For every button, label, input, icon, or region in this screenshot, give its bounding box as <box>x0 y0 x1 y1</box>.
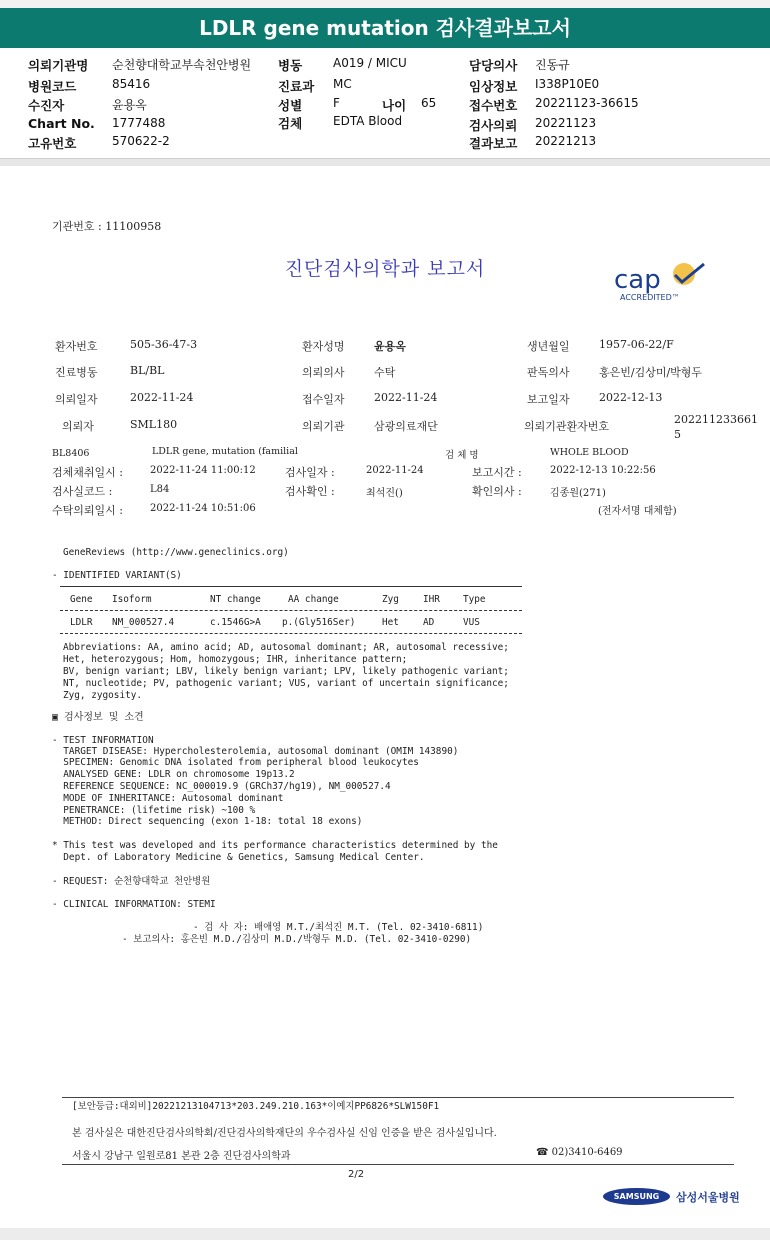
patient-label: 수진자 <box>28 98 65 113</box>
cap-text: cap <box>614 265 661 295</box>
patient-no-value: 505-36-47-3 <box>130 338 198 351</box>
table-top-rule <box>60 586 522 587</box>
requester-value: SML180 <box>130 418 178 431</box>
doctor-value: 진동규 <box>535 58 570 72</box>
lab-address: 서울시 강남구 일원로81 본관 2층 진단검사의학과 <box>72 1151 291 1162</box>
receipt-date-value: 2022-11-24 <box>374 391 438 404</box>
request-date-value: 2022-11-24 <box>130 391 194 404</box>
reporting-doctor-line: - 보고의사: 홍은빈 M.D./김상미 M.D./박형두 M.D. (Tel. 02-3410-0290) <box>122 934 472 945</box>
lab-code-value: L84 <box>150 484 170 495</box>
cap-subtext: ACCREDITED™ <box>620 293 680 302</box>
table-header-aa-change: AA change <box>288 594 339 605</box>
cell-zyg: Het <box>382 617 399 628</box>
page-number: 2/2 <box>348 1169 365 1180</box>
test-info-line: ANALYSED GENE: LDLR on chromosome 19p13.2 <box>52 769 295 780</box>
page-bottom-strip <box>0 1228 770 1240</box>
doctor-label: 담당의사 <box>469 58 518 73</box>
receipt-date-label: 접수일자 <box>302 393 345 406</box>
collection-datetime-value: 2022-11-24 11:00:12 <box>150 465 256 476</box>
table-header-gene: Gene <box>70 594 93 605</box>
test-info-line: TARGET DISEASE: Hypercholesterolemia, autosomal dominant (OMIM 143890) <box>52 746 459 757</box>
cell-nt-change: c.1546G>A <box>210 617 261 628</box>
sex-value: F <box>333 96 340 110</box>
examiner-line: - 검 사 자: 배애영 M.T./최석진 M.T. (Tel. 02-3410-6811) <box>193 922 484 933</box>
cap-accredited-logo <box>612 262 712 306</box>
security-line: [보안등급:대외비]20221213104713*203.249.210.163*이예지PP6826*SLW150F1 <box>72 1101 440 1112</box>
ward-label: 병동 <box>278 58 303 73</box>
unique-no-value: 570622-2 <box>112 134 170 148</box>
lab-code-label: 검사실코드 : <box>52 485 113 498</box>
receipt-value: 20221123-36615 <box>535 96 639 110</box>
test-date-label: 검사일자 : <box>285 466 335 479</box>
report-date-label: 보고일자 <box>527 393 570 406</box>
requesting-institution-label: 의뢰기관 <box>302 420 345 433</box>
footer-bottom-rule <box>62 1164 734 1165</box>
report-page <box>0 166 770 1228</box>
note-line: * This test was developed and its performance characteristics determined by the <box>52 840 498 851</box>
table-header-type: Type <box>463 594 486 605</box>
patient-header <box>0 48 770 158</box>
report-time-label: 보고시간 : <box>472 466 522 479</box>
dept-label: 진료과 <box>278 79 315 94</box>
birth-date-label: 생년월일 <box>527 340 570 353</box>
test-info-line: METHOD: Direct sequencing (exon 1-18: total 18 exons) <box>52 816 363 827</box>
request-date-label: 의뢰일자 <box>55 393 98 406</box>
ward-label-2: 진료병동 <box>55 366 98 379</box>
request-line: - REQUEST: 순천향대학교 천안병원 <box>52 876 211 887</box>
chart-no-value: 1777488 <box>112 116 166 130</box>
test-info-line: SPECIMEN: Genomic DNA isolated from peripheral blood leukocytes <box>52 757 419 768</box>
test-info-line: MODE OF INHERITANCE: Autosomal dominant <box>52 793 284 804</box>
lab-phone: ☎ 02)3410-6469 <box>536 1147 623 1158</box>
abbreviations-line: NT, nucleotide; PV, pathogenic variant; VUS, variant of uncertain significance; <box>63 678 509 689</box>
report-label: 결과보고 <box>469 136 518 151</box>
consignment-datetime-value: 2022-11-24 10:51:06 <box>150 503 256 514</box>
test-info-line: PENETRANCE: (lifetime risk) ~100 % <box>52 805 256 816</box>
age-label: 나이 <box>382 98 407 113</box>
test-info-line: REFERENCE SEQUENCE: NC_000019.9 (GRCh37/hg19), NM_000527.4 <box>52 781 391 792</box>
request-value: 20221123 <box>535 116 597 130</box>
abbreviations-line: Het, heterozygous; Hom, homozygous; IHR, inheritance pattern; <box>63 654 408 665</box>
samsung-hospital-logo <box>603 1185 738 1209</box>
clinical-value: I338P10E0 <box>535 77 600 91</box>
patient-no-label: 환자번호 <box>55 340 98 353</box>
requester-label: 의뢰자 <box>62 420 94 433</box>
patient-value: 윤용옥 <box>112 98 147 112</box>
report-title: 진단검사의학과 보고서 <box>284 258 486 280</box>
report-value: 20221213 <box>535 134 597 148</box>
ward-value-2: BL/BL <box>130 364 165 377</box>
table-header-nt-change: NT change <box>210 594 261 605</box>
institution-number: 기관번호 : 11100958 <box>52 220 162 233</box>
referring-doctor-label: 의뢰의사 <box>302 366 345 379</box>
hospital-name: 삼성서울병원 <box>676 1191 740 1204</box>
table-header-rule <box>60 610 522 611</box>
patient-name-value: 윤용옥 <box>374 340 406 353</box>
consignment-datetime-label: 수탁의뢰일시 : <box>52 504 123 517</box>
clinical-info-line: - CLINICAL INFORMATION: STEMI <box>52 899 216 910</box>
certification-statement: 본 검사실은 대한진단검사의학회/진단검사의학재단의 우수검사실 신임 인증을 받은 검사실입니다. <box>72 1128 497 1139</box>
section-title: ▣ 검사정보 및 소견 <box>52 712 144 723</box>
cell-gene: LDLR <box>70 617 93 628</box>
cell-ihr: AD <box>423 617 435 628</box>
institution-value: 순천향대학교부속천안병원 <box>112 58 252 72</box>
dept-value: MC <box>333 77 352 91</box>
footer-top-rule <box>62 1097 734 1098</box>
collection-datetime-label: 검체채취일시 : <box>52 466 123 479</box>
confirm-doctor-label: 확인의사 : <box>472 485 522 498</box>
specimen-label: 검체 <box>278 116 303 131</box>
specimen-value: EDTA Blood <box>333 114 403 128</box>
test-confirm-value: 최석진() <box>366 488 403 499</box>
table-header-zyg: Zyg <box>382 594 399 605</box>
test-info-line: - TEST INFORMATION <box>52 735 154 746</box>
ward-value: A019 / MICU <box>333 56 407 70</box>
identified-variants-heading: - IDENTIFIED VARIANT(S) <box>52 570 182 581</box>
birth-date-value: 1957-06-22/F <box>599 338 674 351</box>
institution-patient-no-label: 의뢰기관환자번호 <box>524 420 610 433</box>
sex-label: 성별 <box>278 98 303 113</box>
table-header-ihr: IHR <box>423 594 440 605</box>
samsung-logo: SAMSUNG <box>603 1188 670 1205</box>
cell-type: VUS <box>463 617 480 628</box>
test-code: BL8406 <box>52 448 90 459</box>
clinical-label: 임상정보 <box>469 79 518 94</box>
hospital-code-value: 85416 <box>112 77 151 91</box>
requesting-institution-value: 삼광의료재단 <box>374 420 438 433</box>
referring-doctor-value: 수탁 <box>374 366 396 379</box>
cell-aa-change: p.(Gly516Ser) <box>282 617 356 628</box>
request-label: 검사의뢰 <box>469 118 518 133</box>
reading-doctor-value: 홍은빈/김상미/박형두 <box>599 366 703 379</box>
electronic-signature-note: (전자서명 대체함) <box>598 506 677 517</box>
reading-doctor-label: 판독의사 <box>527 366 570 379</box>
abbreviations-line: Abbreviations: AA, amino acid; AD, autosomal dominant; AR, autosomal recessive; <box>63 642 509 653</box>
specimen-name-label: 검 체 명 <box>445 450 479 461</box>
hospital-code-label: 병원코드 <box>28 79 77 94</box>
test-name: LDLR gene, mutation (familial <box>152 446 298 457</box>
institution-patient-no-value: 202211233661 <box>674 413 758 426</box>
patient-name-label: 환자성명 <box>302 340 345 353</box>
report-title-bar: LDLR gene mutation 검사결과보고서 <box>0 8 770 48</box>
cell-isoform: NM_000527.4 <box>112 617 175 628</box>
header-separator <box>0 158 770 166</box>
unique-no-label: 고유번호 <box>28 136 77 151</box>
institution-label: 의뢰기관명 <box>28 58 89 73</box>
test-date-value: 2022-11-24 <box>366 465 424 476</box>
abbreviations-line: BV, benign variant; LBV, likely benign variant; LPV, likely pathogenic variant; <box>63 666 509 677</box>
table-header-isoform: Isoform <box>112 594 152 605</box>
table-bottom-rule <box>60 633 522 634</box>
receipt-label: 접수번호 <box>469 98 518 113</box>
gene-reviews-link: GeneReviews (http://www.geneclinics.org) <box>63 547 289 558</box>
report-date-value: 2022-12-13 <box>599 391 663 404</box>
note-line: Dept. of Laboratory Medicine & Genetics, Samsung Medical Center. <box>52 852 425 863</box>
test-confirm-label: 검사확인 : <box>285 485 335 498</box>
report-time-value: 2022-12-13 10:22:56 <box>550 465 656 476</box>
specimen-name-value: WHOLE BLOOD <box>550 447 629 458</box>
confirm-doctor-value: 김종원(271) <box>550 488 606 499</box>
abbreviations-line: Zyg, zygosity. <box>63 690 143 701</box>
institution-patient-no-value-cont: 5 <box>674 428 681 441</box>
age-value: 65 <box>421 96 437 110</box>
chart-no-label: Chart No. <box>28 116 95 131</box>
